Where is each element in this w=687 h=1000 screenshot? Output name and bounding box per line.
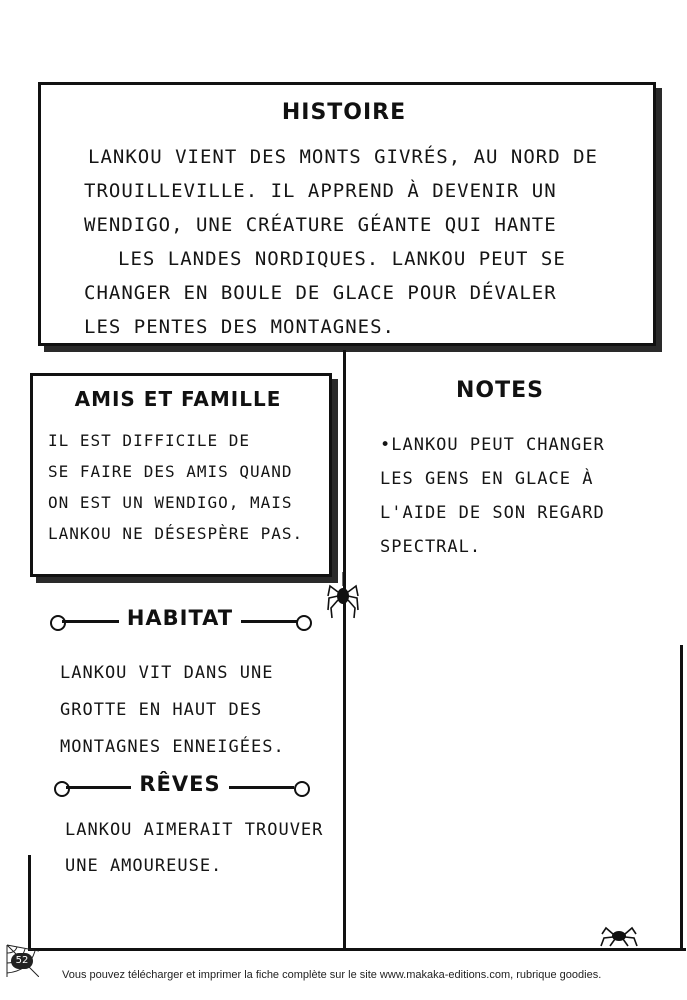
page-number: 52 (11, 953, 33, 969)
amis-line: IL EST DIFFICILE DE (48, 431, 251, 450)
amis-text (48, 425, 323, 549)
reves-line: UNE AMOUREUSE. (65, 856, 223, 876)
reves-line: LANKOU AIMERAIT TROUVER (65, 820, 324, 840)
amis-line: SE FAIRE DES AMIS QUAND (48, 462, 293, 481)
amis-board (30, 373, 334, 583)
notes-line: L'AIDE DE SON REGARD (380, 503, 605, 523)
reves-header (50, 772, 310, 802)
footer-text: Vous pouvez télécharger et imprimer la fiche complète sur le site www.makaka-editions.com, rubrique goodies. (62, 969, 602, 981)
page-number-badge (5, 943, 39, 977)
divider-vertical (343, 350, 346, 950)
habitat-header (50, 606, 310, 636)
habitat-line: MONTAGNES ENNEIGÉES. (60, 737, 285, 757)
histoire-line: CHANGER EN BOULE DE GLACE POUR DÉVALER (84, 282, 557, 304)
divider-bottom (28, 948, 686, 951)
amis-line: ON EST UN WENDIGO, MAIS (48, 493, 293, 512)
habitat-text (60, 655, 330, 766)
habitat-line: GROTTE EN HAUT DES (60, 700, 263, 720)
notes-line: SPECTRAL. (380, 537, 482, 557)
histoire-line: LES LANDES NORDIQUES. LANKOU PEUT SE (118, 248, 566, 270)
histoire-text (84, 140, 628, 344)
notes-text (380, 428, 670, 564)
spider-icon (326, 572, 360, 622)
divider-left (28, 855, 31, 950)
notes-line: LES GENS EN GLACE À (380, 469, 594, 489)
histoire-line: LANKOU VIENT DES MONTS GIVRÉS, AU NORD DE (88, 146, 598, 168)
notes-line: •LANKOU PEUT CHANGER (380, 435, 605, 455)
habitat-line: LANKOU VIT DANS UNE (60, 663, 274, 683)
habitat-title: HABITAT (50, 606, 310, 630)
amis-title: AMIS ET FAMILLE (74, 387, 282, 411)
reves-text (65, 812, 335, 884)
histoire-board (38, 82, 658, 350)
spider-icon (600, 924, 638, 948)
histoire-title: HISTOIRE (281, 100, 407, 125)
histoire-line: LES PENTES DES MONTAGNES. (84, 316, 395, 338)
amis-line: LANKOU NE DÉSESPÈRE PAS. (48, 524, 304, 543)
divider-right (680, 645, 683, 950)
notes-title: NOTES (456, 378, 544, 403)
histoire-line: WENDIGO, UNE CRÉATURE GÉANTE QUI HANTE (84, 214, 557, 236)
reves-title: RÊVES (50, 772, 310, 796)
histoire-line: TROUILLEVILLE. IL APPREND À DEVENIR UN (84, 180, 557, 202)
